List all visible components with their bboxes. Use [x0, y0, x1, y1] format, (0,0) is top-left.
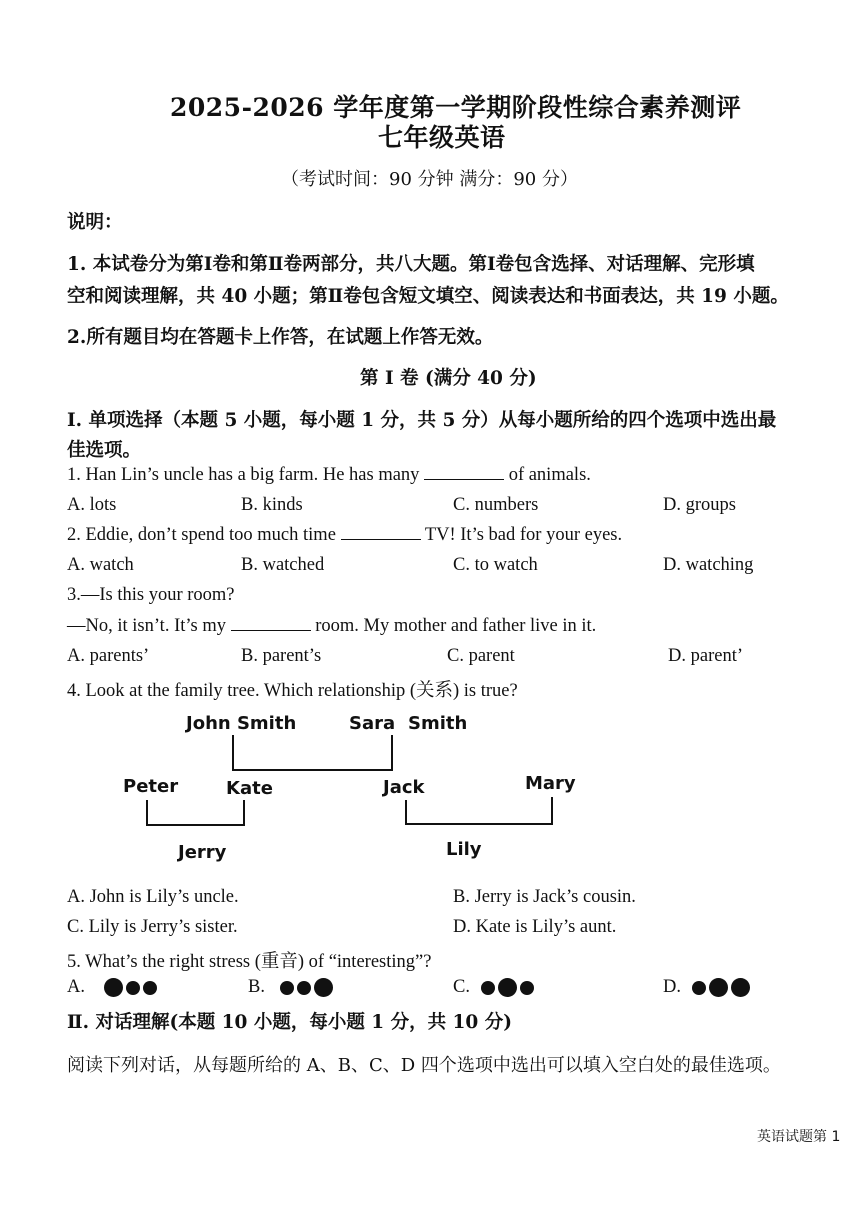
stressed-syllable-dot — [709, 978, 728, 997]
tree-line-peter-kate — [147, 800, 244, 825]
tree-name-jerry: Jerry — [178, 842, 227, 863]
stress-pattern-a — [104, 977, 160, 997]
section2-instruction: 阅读下列对话，从每题所给的 A、B、C、D 四个选项中选出可以填入空白处的最佳选项。 — [67, 1055, 781, 1076]
unstressed-syllable-dot — [692, 981, 706, 995]
stress-pattern-b — [280, 977, 336, 997]
q1-option-b: B. kinds — [241, 495, 303, 515]
q3-option-d: D. parent’ — [668, 646, 743, 666]
q4-option-d: D. Kate is Lily’s aunt. — [453, 917, 617, 937]
unstressed-syllable-dot — [297, 981, 311, 995]
q1-option-d: D. groups — [663, 495, 736, 515]
tree-name-jack: Jack — [383, 777, 425, 798]
q2-option-b: B. watched — [241, 555, 325, 575]
q5-option-a: A. — [67, 977, 160, 998]
instructions-heading: 说明： — [67, 212, 123, 233]
unstressed-syllable-dot — [143, 981, 157, 995]
question-1-stem: 1. Han Lin’s uncle has a big farm. He has many of animals. — [67, 465, 591, 485]
question-5-stem: 5. What’s the right stress (重音) of “interesting”? — [67, 952, 432, 972]
question-4-stem: 4. Look at the family tree. Which relationship (关系) is true? — [67, 681, 518, 701]
q5-option-c: C. — [453, 977, 537, 998]
question-3-line1: 3.—Is this your room? — [67, 585, 235, 605]
tree-name-kate: Kate — [226, 778, 273, 799]
tree-line-grandparents — [233, 735, 392, 770]
q2-option-d: D. watching — [663, 555, 754, 575]
exam-title: 2025-2026 学年度第一学期阶段性综合素养测评 — [170, 93, 742, 122]
tree-line-jack-mary — [406, 797, 552, 824]
stressed-syllable-dot — [314, 978, 333, 997]
question-2-stem: 2. Eddie, don’t spend too much time TV! It’s bad for your eyes. — [67, 525, 623, 545]
exam-subtitle: 七年级英语 — [378, 123, 506, 152]
tree-name-peter: Peter — [123, 776, 179, 797]
q2-option-a: A. watch — [67, 555, 134, 575]
instruction-item-2: 2.所有题目均在答题卡上作答，在试题上作答无效。 — [67, 327, 494, 348]
tree-name-smith: Smith — [408, 713, 468, 734]
stressed-syllable-dot — [498, 978, 517, 997]
stress-pattern-c — [481, 977, 537, 997]
section1-heading-line2: 佳选项。 — [67, 440, 142, 461]
q1-option-a: A. lots — [67, 495, 117, 515]
unstressed-syllable-dot — [280, 981, 294, 995]
q2-option-c: C. to watch — [453, 555, 538, 575]
q3-option-a: A. parents’ — [67, 646, 150, 666]
q5-option-b: B. — [248, 977, 336, 998]
exam-info: （考试时间：90 分钟 满分：90 分） — [281, 169, 578, 190]
section2-heading: Ⅱ. 对话理解(本题 10 小题，每小题 1 分，共 10 分) — [67, 1012, 512, 1033]
stressed-syllable-dot — [104, 978, 123, 997]
instruction-item-1-line2: 空和阅读理解，共 40 小题；第Ⅱ卷包含短文填空、阅读表达和书面表达，共 19 小题。 — [67, 286, 789, 307]
section1-heading-line1: Ⅰ. 单项选择（本题 5 小题，每小题 1 分，共 5 分）从每小题所给的四个选项中选出最 — [67, 410, 777, 431]
page-footer: 英语试题第 1 — [757, 1129, 841, 1145]
tree-name-john-smith: John Smith — [186, 713, 297, 734]
unstressed-syllable-dot — [481, 981, 495, 995]
q5-option-d: D. — [663, 977, 753, 998]
stress-pattern-d — [692, 977, 753, 997]
q3-option-b: B. parent’s — [241, 646, 322, 666]
q1-option-c: C. numbers — [453, 495, 539, 515]
q4-option-b: B. Jerry is Jack’s cousin. — [453, 887, 636, 907]
volume1-heading: 第 I 卷 (满分 40 分) — [360, 368, 537, 389]
tree-name-mary: Mary — [525, 773, 576, 794]
stressed-syllable-dot — [731, 978, 750, 997]
unstressed-syllable-dot — [520, 981, 534, 995]
tree-name-sara: Sara — [349, 713, 396, 734]
instruction-item-1-line1: 1. 本试卷分为第Ⅰ卷和第Ⅱ卷两部分，共八大题。第Ⅰ卷包含选择、对话理解、完形填 — [67, 254, 755, 275]
question-3-line2: —No, it isn’t. It’s my room. My mother and father live in it. — [67, 616, 597, 636]
tree-name-lily: Lily — [446, 839, 482, 860]
q3-option-c: C. parent — [447, 646, 515, 666]
unstressed-syllable-dot — [126, 981, 140, 995]
q4-option-c: C. Lily is Jerry’s sister. — [67, 917, 238, 937]
q4-option-a: A. John is Lily’s uncle. — [67, 887, 239, 907]
